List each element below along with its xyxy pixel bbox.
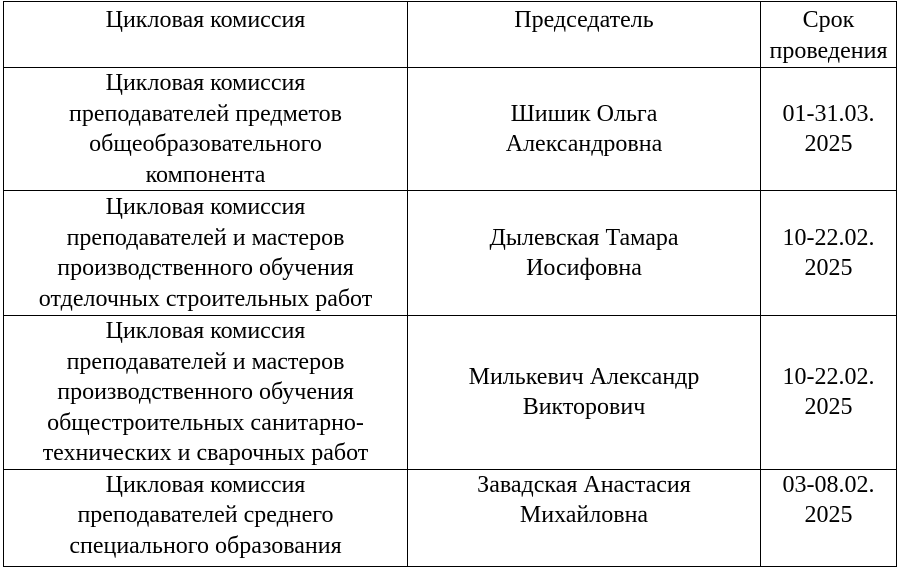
commission-line: преподавателей предметов xyxy=(69,100,342,127)
chair-line: Дылевская Тамара xyxy=(489,224,679,251)
header-commission xyxy=(4,2,408,68)
table-header-row xyxy=(4,2,897,68)
cell-chair xyxy=(408,191,761,316)
commission-line: Цикловая комиссия xyxy=(105,471,306,498)
table-row xyxy=(4,68,897,191)
cell-period xyxy=(761,316,897,470)
commission-line: преподавателей среднего xyxy=(77,502,334,528)
cell-period xyxy=(761,469,897,566)
commission-line: производственного обучения xyxy=(57,379,354,405)
commission-line: производственного обучения xyxy=(57,255,354,281)
commission-line: технических и сварочных работ xyxy=(42,440,369,466)
chair-line: Викторович xyxy=(522,394,646,421)
table-row xyxy=(4,316,897,470)
table-row xyxy=(4,191,897,316)
period-line: 2025 xyxy=(804,131,853,157)
cell-chair xyxy=(408,469,761,566)
cell-chair xyxy=(408,68,761,191)
period-line: 01-31.03. xyxy=(782,100,875,127)
commission-line: отделочных строительных работ xyxy=(38,285,373,312)
period-line: 10-22.02. xyxy=(782,363,875,390)
period-line: 03-08.02. xyxy=(782,471,875,498)
commission-line: Цикловая комиссия xyxy=(105,70,306,96)
cell-period xyxy=(761,191,897,316)
chair-line: Михайловна xyxy=(519,502,649,528)
commission-line: Цикловая комиссия xyxy=(105,318,306,344)
table-row xyxy=(4,469,897,566)
chair-line: Шишик Ольга xyxy=(510,100,658,127)
cell-period xyxy=(761,68,897,191)
commission-line: компонента xyxy=(145,161,266,188)
commission-line: преподавателей и мастеров xyxy=(66,348,345,375)
commission-schedule-table xyxy=(3,1,897,567)
cell-commission xyxy=(4,316,408,470)
period-line: 2025 xyxy=(804,394,853,421)
chair-line: Александровна xyxy=(505,131,663,157)
header-period-label: Срок проведения xyxy=(769,7,888,64)
cell-commission xyxy=(4,469,408,566)
commission-line: специального образования xyxy=(69,532,342,559)
header-commission-label: Цикловая комиссия xyxy=(105,7,306,33)
commission-line: общестроительных санитарно- xyxy=(47,409,364,436)
period-line: 10-22.02. xyxy=(782,224,875,251)
period-line: 2025 xyxy=(804,255,853,281)
commission-line: общеобразовательного xyxy=(89,131,322,157)
chair-line: Завадская Анастасия xyxy=(477,471,691,498)
cell-commission xyxy=(4,68,408,191)
commission-line: преподавателей и мастеров xyxy=(66,224,345,251)
header-chair-label: Председатель xyxy=(514,7,654,33)
chair-line: Иосифовна xyxy=(526,255,642,281)
commission-line: Цикловая комиссия xyxy=(105,194,306,220)
chair-line: Милькевич Александр xyxy=(468,363,700,390)
period-line: 2025 xyxy=(804,502,853,528)
cell-chair xyxy=(408,316,761,470)
cell-commission xyxy=(4,191,408,316)
header-chair xyxy=(408,2,761,68)
header-period xyxy=(761,2,897,68)
